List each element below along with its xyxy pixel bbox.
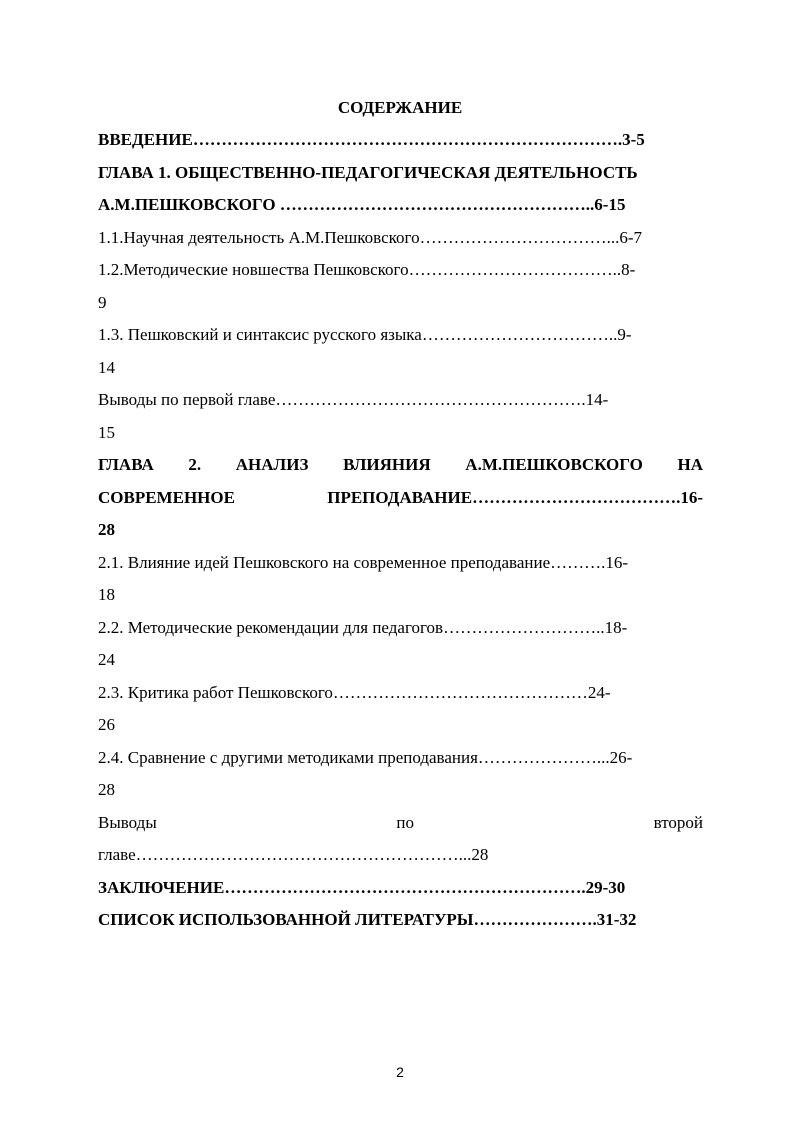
toc-entry-2-3: 2.3. Критика работ Пешковского………………………………………24-	[98, 683, 611, 702]
toc-entry-conclusions-1-pages: 15	[98, 423, 115, 442]
toc-entry-conclusion: ЗАКЛЮЧЕНИЕ……………………………………………………….29-30	[98, 878, 626, 897]
toc-entry-introduction: ВВЕДЕНИЕ………………………………………………………………….3-5	[98, 130, 645, 149]
word: НА	[677, 455, 703, 474]
toc-entry-2-2: 2.2. Методические рекомендации для педагогов………………………..18-	[98, 618, 628, 637]
page-number: 2	[396, 1064, 404, 1080]
toc-entry-chapter-1-title: ГЛАВА 1. ОБЩЕСТВЕННО-ПЕДАГОГИЧЕСКАЯ ДЕЯТЕЛЬНОСТЬ	[98, 163, 638, 182]
toc-entry-2-4: 2.4. Сравнение с другими методиками преподавания…………………...26-	[98, 748, 633, 767]
word: А.М.ПЕШКОВСКОГО	[465, 455, 643, 474]
toc-entry-1-2-pages: 9	[98, 293, 107, 312]
toc-entry-conclusions-2	[98, 811, 703, 835]
toc-heading: СОДЕРЖАНИЕ	[337, 98, 463, 117]
toc-entry-chapter-1-title-cont: А.М.ПЕШКОВСКОГО ………………………………………………..6-15	[98, 195, 626, 214]
word: ВЛИЯНИЯ	[343, 455, 431, 474]
toc-entry-chapter-2-title-cont	[98, 486, 703, 510]
word: 2.	[188, 455, 202, 474]
toc-entry-2-1-pages: 18	[98, 585, 115, 604]
toc-entry-1-3: 1.3. Пешковский и синтаксис русского языка……………………………..9-	[98, 325, 632, 344]
word: ПРЕПОДАВАНИЕ……………………………….16-	[327, 488, 703, 507]
toc-entry-chapter-2-pages: 28	[98, 520, 115, 539]
word: по	[396, 813, 414, 832]
toc-entry-2-3-pages: 26	[98, 715, 115, 734]
word: ГЛАВА	[98, 455, 154, 474]
word: Выводы	[98, 813, 157, 832]
toc-entry-conclusions-2-cont: главе…………………………………………………...28	[98, 845, 489, 864]
toc-entry-2-1: 2.1. Влияние идей Пешковского на современное преподавание……….16-	[98, 553, 629, 572]
word: второй	[653, 813, 703, 832]
toc-entry-2-2-pages: 24	[98, 650, 115, 669]
toc-entry-conclusions-1: Выводы по первой главе……………………………………………….14-	[98, 390, 609, 409]
word: СОВРЕМЕННОЕ	[98, 488, 235, 507]
toc-entry-2-4-pages: 28	[98, 780, 115, 799]
toc-entry-1-1: 1.1.Научная деятельность А.М.Пешковского……………………………...6-7	[98, 228, 642, 247]
toc-entry-chapter-2-title	[98, 453, 703, 477]
toc-entry-1-3-pages: 14	[98, 358, 115, 377]
toc-entry-bibliography: СПИСОК ИСПОЛЬЗОВАННОЙ ЛИТЕРАТУРЫ………………….31-32	[98, 910, 637, 929]
toc-entry-1-2: 1.2.Методические новшества Пешковского………………………………..8-	[98, 260, 636, 279]
word: АНАЛИЗ	[235, 455, 309, 474]
